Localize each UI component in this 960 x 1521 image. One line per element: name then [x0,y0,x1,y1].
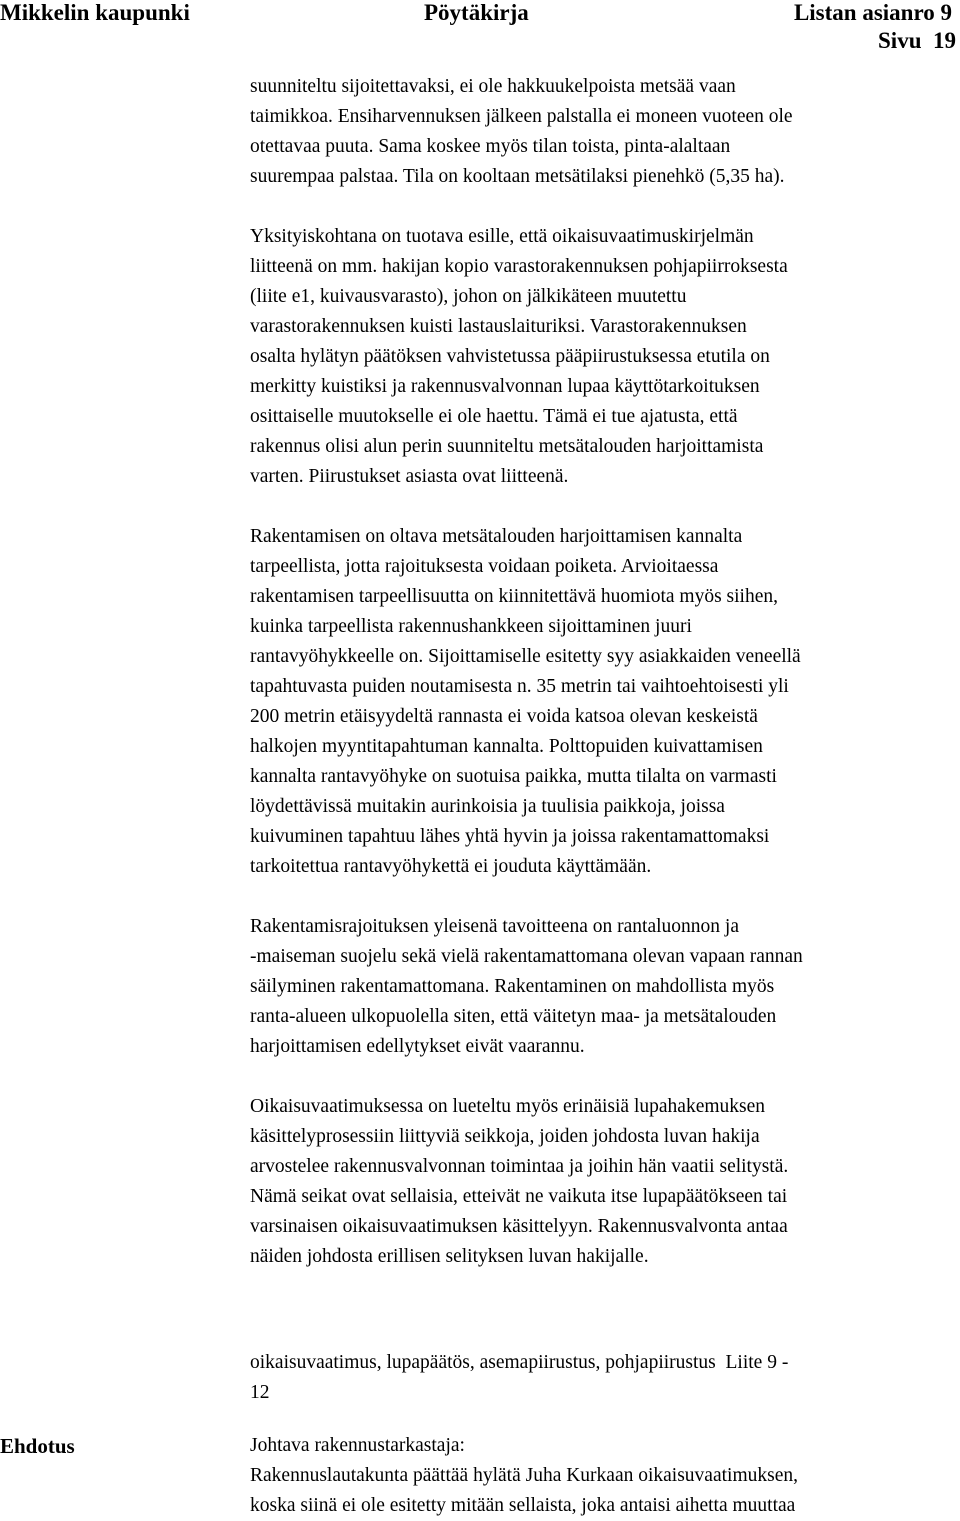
text-line: tarkoitettua rantavyöhykettä ei jouduta käyttämään. [250,856,652,877]
paragraph-1 [250,72,960,192]
text-line: harjoittamisen edellytykset eivät vaarannu. [250,1036,585,1057]
header-page-number: Sivu 19 [878,28,956,53]
text-line: näiden johdosta erillisen selityksen luvan hakijalle. [250,1246,649,1267]
paragraph-3 [250,522,960,882]
text-line: otettavaa puuta. Sama koskee myös tilan toista, pinta-alaltaan [250,136,731,157]
text-line: rakentamisen tarpeellisuutta on kiinnitettävä huomiota myös siihen, [250,586,779,607]
keywords-text: 12 [250,1382,270,1403]
text-line: kuinka tarpeellista rakennushankkeen sijoittaminen juuri [250,616,692,637]
text-line: Rakentamisen on oltava metsätalouden harjoittamisen kannalta [250,526,743,547]
keywords-text: oikaisuvaatimus, lupapäätös, asemapiirustus, pohjapiirustus Liite 9 - [250,1352,789,1373]
paragraph-4 [250,912,960,1062]
text-line: tarpeellista, jotta rajoituksesta voidaan poiketa. Arvioitaessa [250,556,719,577]
proposal-text [250,1431,960,1521]
text-line: käsittelyprosessiin liittyviä seikkoja, joiden johdosta luvan hakija [250,1126,760,1147]
text-line: liitteenä on mm. hakijan kopio varastorakennuksen pohjapiirroksesta [250,256,788,277]
text-line: varsinaisen oikaisuvaatimuksen käsittelyyn. Rakennusvalvonta antaa [250,1216,788,1237]
text-line: halkojen myyntitapahtuman kannalta. Polttopuiden kuivattamisen [250,736,763,757]
keywords-line [250,1348,950,1408]
text-line: säilyminen rakentamattomana. Rakentaminen on mahdollista myös [250,976,775,997]
text-line: suurempaa palstaa. Tila on kooltaan metsätilaksi pienehkö (5,35 ha). [250,166,785,187]
text-line: Nämä seikat ovat sellaisia, etteivät ne vaikuta itse lupapäätökseen tai [250,1186,788,1207]
header-item-number: Listan asianro 9 [793,0,952,25]
text-line: Rakentamisrajoituksen yleisenä tavoitteena on rantaluonnon ja [250,916,739,937]
proposal-label: Ehdotus [0,1434,75,1458]
text-line: -maiseman suojelu sekä vielä rakentamattomana olevan vapaan rannan [250,946,803,967]
text-line: rakennus olisi alun perin suunniteltu metsätalouden harjoittamista [250,436,764,457]
text-line: rantavyöhykkeelle on. Sijoittamiselle esitetty syy asiakkaiden veneellä [250,646,801,667]
text-line: tapahtuvasta puiden noutamisesta n. 35 metrin tai vaihtoehtoisesti yli [250,676,789,697]
text-line: arvostelee rakennusvalvonnan toimintaa ja joihin hän vaatii selitystä. [250,1156,789,1177]
paragraph-5 [250,1092,960,1272]
text-line: osalta hylätyn päätöksen vahvistetussa pääpiirustuksessa etutila on [250,346,770,367]
header-organization: Mikkelin kaupunki [0,0,190,25]
text-line: Oikaisuvaatimuksessa on lueteltu myös erinäisiä lupahakemuksen [250,1096,766,1117]
proposal-presenter: Johtava rakennustarkastaja: [250,1435,465,1456]
text-line: suunniteltu sijoitettavaksi, ei ole hakkuukelpoista metsää vaan [250,76,736,97]
text-line: taimikkoa. Ensiharvennuksen jälkeen palstalla ei moneen vuoteen ole [250,106,793,127]
text-line: Rakennuslautakunta päättää hylätä Juha Kurkaan oikaisuvaatimuksen, [250,1465,798,1486]
text-line: (liite e1, kuivausvarasto), johon on jälkikäteen muutettu [250,286,687,307]
text-line: koska siinä ei ole esitetty mitään sellaista, joka antaisi aihetta muuttaa [250,1495,796,1516]
text-line: 200 metrin etäisyydeltä rannasta ei voida katsoa olevan keskeistä [250,706,758,727]
text-line: löydettävissä muitakin aurinkoisia ja tuulisia paikkoja, joissa [250,796,725,817]
text-line: ranta-alueen ulkopuolella siten, että väitetyn maa- ja metsätalouden [250,1006,777,1027]
body-text [250,72,960,1272]
text-line: osittaiselle muutokselle ei ole haettu. Tämä ei tue ajatusta, että [250,406,738,427]
header-document-type: Pöytäkirja [424,0,529,25]
text-line: varten. Piirustukset asiasta ovat liitteenä. [250,466,569,487]
text-line: kuivuminen tapahtuu lähes yhtä hyvin ja joissa rakentamattomaksi [250,826,770,847]
paragraph-2 [250,222,960,492]
text-line: merkitty kuistiksi ja rakennusvalvonnan lupaa käyttötarkoituksen [250,376,760,397]
text-line: Yksityiskohtana on tuotava esille, että oikaisuvaatimuskirjelmän [250,226,754,247]
text-line: varastorakennuksen kuisti lastauslaituriksi. Varastorakennuksen [250,316,747,337]
text-line: kannalta rantavyöhyke on suotuisa paikka, mutta tilalta on varmasti [250,766,777,787]
